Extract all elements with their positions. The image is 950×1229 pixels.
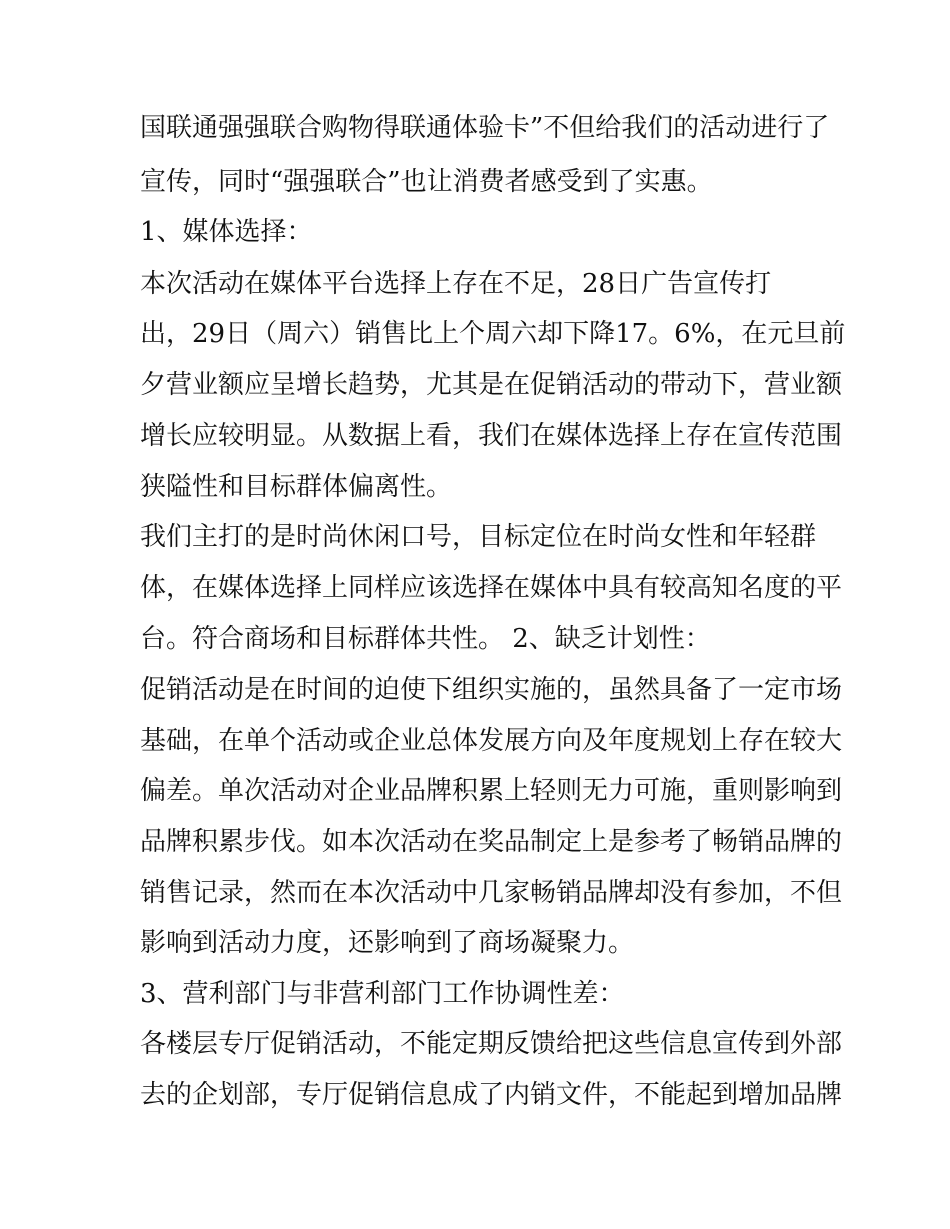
text-line: 去的企划部，专厅促销信息成了内销文件，不能起到增加品牌	[140, 1080, 843, 1110]
text-line: 夕营业额应呈增长趋势，尤其是在促销活动的带动下，营业额	[140, 370, 843, 400]
text-line: 台。符合商场和目标群体共性。 2、缺乏计划性：	[140, 624, 711, 654]
section-heading-coordination: 3、营利部门与非营利部门工作协调性差：	[140, 979, 625, 1009]
text-line: 品牌积累步伐。如本次活动在奖品制定上是参考了畅销品牌的	[140, 827, 843, 857]
text-line: 偏差。单次活动对企业品牌积累上轻则无力可施，重则影响到	[140, 776, 843, 806]
text-line: 本次活动在媒体平台选择上存在不足，28日广告宣传打	[140, 269, 772, 299]
text-line: 我们主打的是时尚休闲口号，目标定位在时尚女性和年轻群	[140, 522, 817, 552]
text-line: 销售记录，然而在本次活动中几家畅销品牌却没有参加，不但	[140, 878, 843, 908]
text-line: 基础，在单个活动或企业总体发展方向及年度规划上存在较大	[140, 726, 843, 756]
text-line: 狭隘性和目标群体偏离性。	[140, 472, 453, 502]
text-line: 国联通强强联合购物得联通体验卡”不但给我们的活动进行了	[140, 113, 830, 143]
section-heading-media: 1、媒体选择：	[140, 217, 313, 247]
text-line: 增长应较明显。从数据上看，我们在媒体选择上存在宣传范围	[140, 421, 843, 451]
text-line: 体，在媒体选择上同样应该选择在媒体中具有较高知名度的平	[140, 573, 843, 603]
text-line: 各楼层专厅促销活动，不能定期反馈给把这些信息宣传到外部	[140, 1029, 843, 1059]
text-line: 宣传，同时“强强联合”也让消费者感受到了实惠。	[140, 167, 713, 197]
text-line: 促销活动是在时间的迫使下组织实施的，虽然具备了一定市场	[140, 675, 843, 705]
text-line: 出，29日（周六）销售比上个周六却下降17。6%，在元旦前	[140, 319, 846, 349]
text-line: 影响到活动力度，还影响到了商场凝聚力。	[140, 928, 635, 958]
